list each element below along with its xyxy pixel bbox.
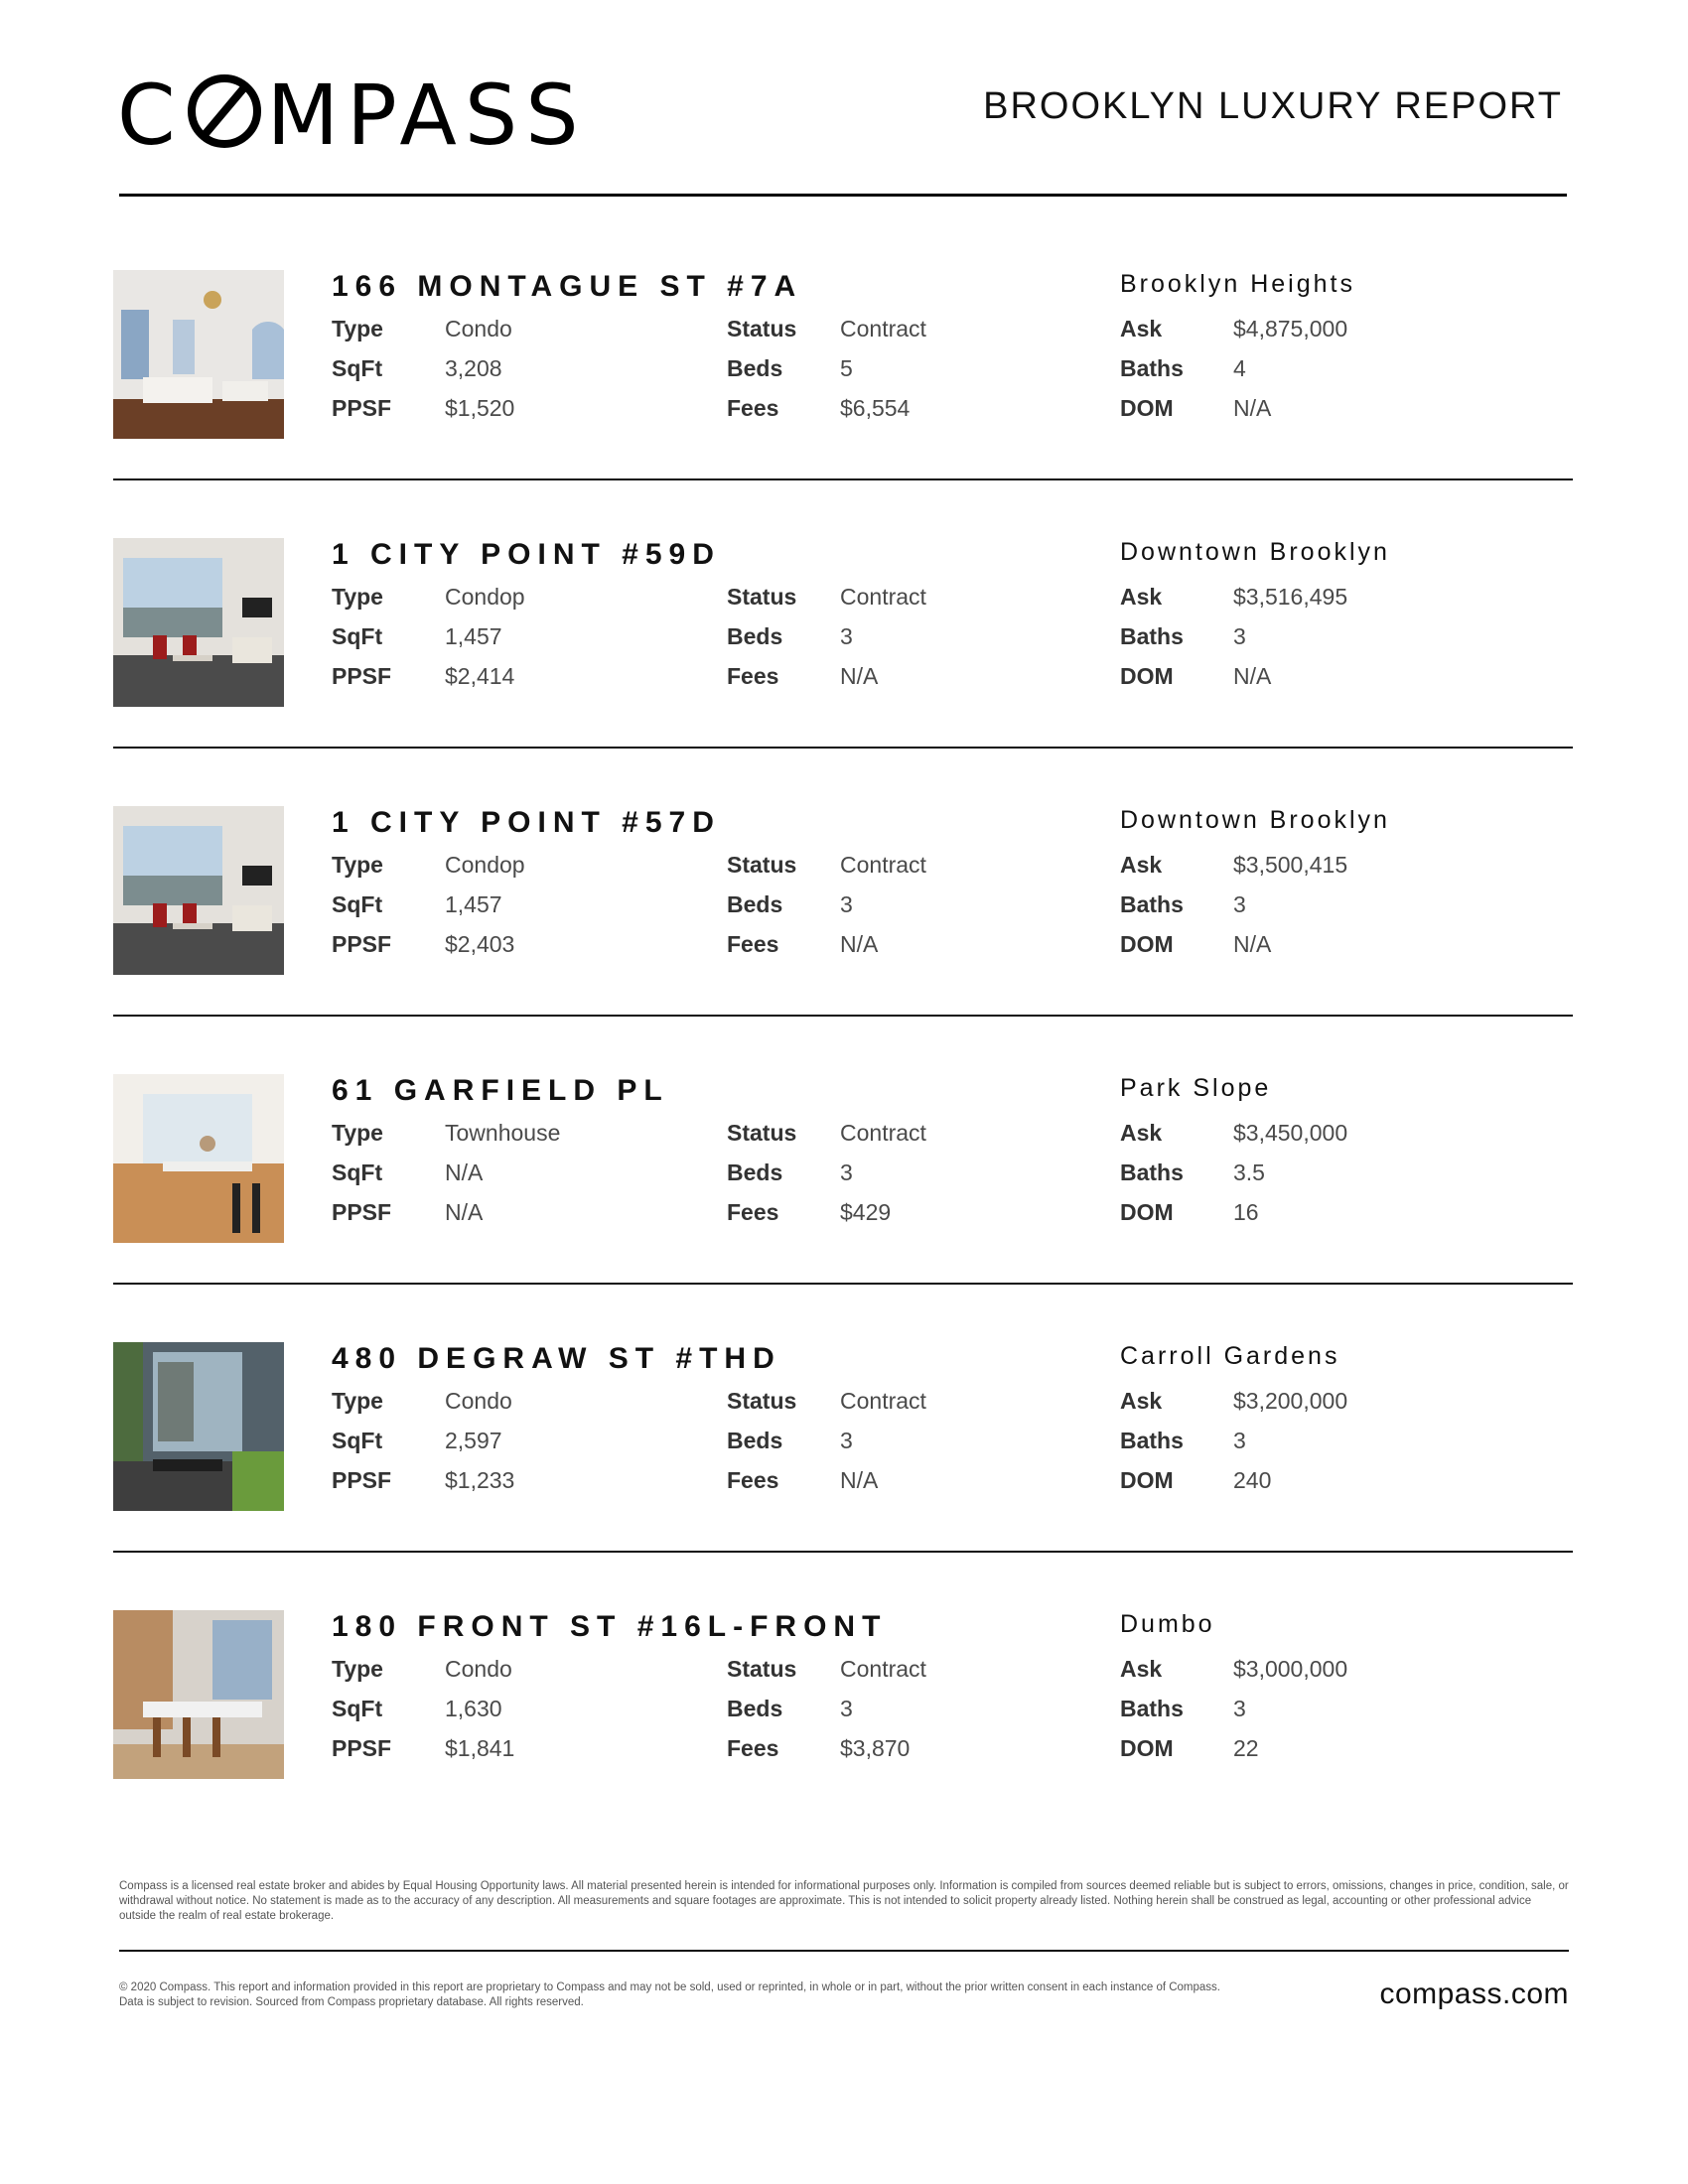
label-type: Type [332, 584, 383, 610]
logo-letters-right: MPASS [266, 67, 587, 164]
label-beds: Beds [727, 891, 783, 917]
value-type: Condo [445, 1388, 512, 1414]
value-sqft: 1,630 [445, 1696, 502, 1721]
listing-divider [113, 747, 1573, 749]
label-fees: Fees [727, 1735, 779, 1761]
value-sqft: N/A [445, 1160, 484, 1185]
label-fees: Fees [727, 1199, 779, 1225]
listing-row[interactable] [113, 1019, 1573, 1285]
listing-neighborhood: Park Slope [1120, 1074, 1272, 1102]
value-baths: 3 [1233, 623, 1246, 649]
disclaimer-text: Compass is a licensed real estate broker and abides by Equal Housing Opportunity laws. All material presented herein is intended for informational purposes only. Information is compiled from sources deemed reliable but is subject to errors, omissions, changes in price, condition, sale, or withdrawal without notice. No statement is made as to the accuracy of any description. All measurements and square footages are approximate. This is not intended to solicit property already listed. Nothing herein shall be construed as legal, accounting or other professional advice outside the realm of real estate brokerage. [119, 1880, 1569, 1922]
value-status: Contract [840, 316, 926, 341]
value-status: Contract [840, 1120, 926, 1146]
value-sqft: 1,457 [445, 891, 502, 917]
label-ask: Ask [1120, 1388, 1163, 1414]
listing-row[interactable] [113, 1555, 1573, 1821]
value-ppsf: $1,233 [445, 1467, 515, 1493]
listing-address[interactable]: 1 CITY POINT #59D [332, 538, 721, 571]
label-beds: Beds [727, 1696, 783, 1721]
listing-photo[interactable] [113, 270, 284, 439]
label-dom: DOM [1120, 1199, 1174, 1225]
compass-logo [117, 67, 587, 164]
label-dom: DOM [1120, 931, 1174, 957]
label-sqft: SqFt [332, 355, 383, 381]
value-baths: 3.5 [1233, 1160, 1265, 1185]
label-baths: Baths [1120, 355, 1184, 381]
label-dom: DOM [1120, 663, 1174, 689]
value-status: Contract [840, 1388, 926, 1414]
value-ppsf: $2,403 [445, 931, 515, 957]
label-beds: Beds [727, 1428, 783, 1453]
value-ppsf: $1,520 [445, 395, 515, 421]
label-type: Type [332, 1388, 383, 1414]
value-ppsf: $1,841 [445, 1735, 515, 1761]
value-fees: N/A [840, 931, 879, 957]
value-status: Contract [840, 1656, 926, 1682]
label-baths: Baths [1120, 1696, 1184, 1721]
value-fees: $3,870 [840, 1735, 911, 1761]
value-baths: 3 [1233, 891, 1246, 917]
header-divider [119, 194, 1567, 197]
listing-photo[interactable] [113, 1342, 284, 1511]
value-fees: $6,554 [840, 395, 911, 421]
label-status: Status [727, 1388, 797, 1414]
value-ask: $3,500,415 [1233, 852, 1348, 878]
value-type: Townhouse [445, 1120, 561, 1146]
listing-photo[interactable] [113, 806, 284, 975]
label-status: Status [727, 316, 797, 341]
listing-neighborhood: Dumbo [1120, 1610, 1215, 1638]
label-baths: Baths [1120, 1160, 1184, 1185]
listing-row[interactable] [113, 214, 1573, 480]
label-status: Status [727, 1656, 797, 1682]
value-baths: 4 [1233, 355, 1246, 381]
label-baths: Baths [1120, 623, 1184, 649]
report-title: BROOKLYN LUXURY REPORT [983, 85, 1563, 127]
value-status: Contract [840, 852, 926, 878]
value-type: Condo [445, 1656, 512, 1682]
label-ppsf: PPSF [332, 663, 392, 689]
label-dom: DOM [1120, 1467, 1174, 1493]
label-fees: Fees [727, 395, 779, 421]
label-beds: Beds [727, 355, 783, 381]
value-dom: N/A [1233, 931, 1272, 957]
listing-photo[interactable] [113, 1074, 284, 1243]
label-fees: Fees [727, 663, 779, 689]
value-sqft: 2,597 [445, 1428, 502, 1453]
label-type: Type [332, 1120, 383, 1146]
value-type: Condop [445, 852, 525, 878]
label-ask: Ask [1120, 316, 1163, 341]
value-ask: $3,450,000 [1233, 1120, 1348, 1146]
label-ppsf: PPSF [332, 931, 392, 957]
listing-row[interactable] [113, 751, 1573, 1017]
value-fees: N/A [840, 663, 879, 689]
listing-neighborhood: Downtown Brooklyn [1120, 806, 1390, 834]
value-type: Condo [445, 316, 512, 341]
value-beds: 5 [840, 355, 853, 381]
label-dom: DOM [1120, 1735, 1174, 1761]
label-baths: Baths [1120, 891, 1184, 917]
value-fees: N/A [840, 1467, 879, 1493]
listing-address[interactable]: 61 GARFIELD PL [332, 1074, 669, 1107]
value-ask: $3,516,495 [1233, 584, 1348, 610]
value-dom: N/A [1233, 395, 1272, 421]
value-ppsf: N/A [445, 1199, 484, 1225]
value-type: Condop [445, 584, 525, 610]
value-dom: 240 [1233, 1467, 1272, 1493]
label-ppsf: PPSF [332, 1467, 392, 1493]
listing-address[interactable]: 1 CITY POINT #57D [332, 806, 721, 839]
listing-divider [113, 1283, 1573, 1285]
label-fees: Fees [727, 931, 779, 957]
listing-address[interactable]: 166 MONTAGUE ST #7A [332, 270, 803, 303]
label-type: Type [332, 1656, 383, 1682]
listing-photo[interactable] [113, 538, 284, 707]
value-status: Contract [840, 584, 926, 610]
value-baths: 3 [1233, 1696, 1246, 1721]
logo-letters-left: C [117, 67, 184, 164]
label-type: Type [332, 852, 383, 878]
footer-divider [119, 1950, 1569, 1952]
listing-neighborhood: Carroll Gardens [1120, 1342, 1340, 1370]
value-sqft: 1,457 [445, 623, 502, 649]
value-dom: 22 [1233, 1735, 1259, 1761]
listing-divider [113, 1015, 1573, 1017]
value-ask: $3,200,000 [1233, 1388, 1348, 1414]
label-sqft: SqFt [332, 1696, 383, 1721]
listing-photo[interactable] [113, 1610, 284, 1779]
label-ask: Ask [1120, 1656, 1163, 1682]
copyright-text: © 2020 Compass. This report and information provided in this report are proprietary to Compass and may not be sold, used or reprinted, in whole or in part, without the prior written consent in each instance of Compass. Data is subject to revision. Sourced from Compass proprietary database. All rights reserved. [119, 1981, 1220, 2008]
label-sqft: SqFt [332, 1160, 383, 1185]
value-dom: 16 [1233, 1199, 1259, 1225]
value-beds: 3 [840, 623, 853, 649]
value-fees: $429 [840, 1199, 892, 1225]
label-status: Status [727, 584, 797, 610]
listing-row[interactable] [113, 1287, 1573, 1553]
label-status: Status [727, 852, 797, 878]
value-ask: $4,875,000 [1233, 316, 1348, 341]
listing-address[interactable]: 480 DEGRAW ST #THD [332, 1342, 781, 1375]
label-ppsf: PPSF [332, 1199, 392, 1225]
value-beds: 3 [840, 1160, 853, 1185]
value-ppsf: $2,414 [445, 663, 515, 689]
label-status: Status [727, 1120, 797, 1146]
value-beds: 3 [840, 1428, 853, 1453]
label-sqft: SqFt [332, 623, 383, 649]
value-sqft: 3,208 [445, 355, 502, 381]
value-ask: $3,000,000 [1233, 1656, 1348, 1682]
listing-row[interactable] [113, 482, 1573, 749]
label-sqft: SqFt [332, 1428, 383, 1453]
label-sqft: SqFt [332, 891, 383, 917]
label-baths: Baths [1120, 1428, 1184, 1453]
value-baths: 3 [1233, 1428, 1246, 1453]
label-beds: Beds [727, 1160, 783, 1185]
label-type: Type [332, 316, 383, 341]
label-beds: Beds [727, 623, 783, 649]
label-ppsf: PPSF [332, 395, 392, 421]
label-ask: Ask [1120, 584, 1163, 610]
value-beds: 3 [840, 1696, 853, 1721]
label-ppsf: PPSF [332, 1735, 392, 1761]
site-link[interactable]: compass.com [1379, 1978, 1569, 2010]
label-ask: Ask [1120, 1120, 1163, 1146]
listing-neighborhood: Brooklyn Heights [1120, 270, 1355, 298]
label-fees: Fees [727, 1467, 779, 1493]
listing-divider [113, 1551, 1573, 1553]
listing-neighborhood: Downtown Brooklyn [1120, 538, 1390, 566]
label-dom: DOM [1120, 395, 1174, 421]
compass-o-icon [188, 74, 261, 148]
label-ask: Ask [1120, 852, 1163, 878]
value-dom: N/A [1233, 663, 1272, 689]
listing-address[interactable]: 180 FRONT ST #16L-FRONT [332, 1610, 888, 1643]
value-beds: 3 [840, 891, 853, 917]
listing-divider [113, 478, 1573, 480]
